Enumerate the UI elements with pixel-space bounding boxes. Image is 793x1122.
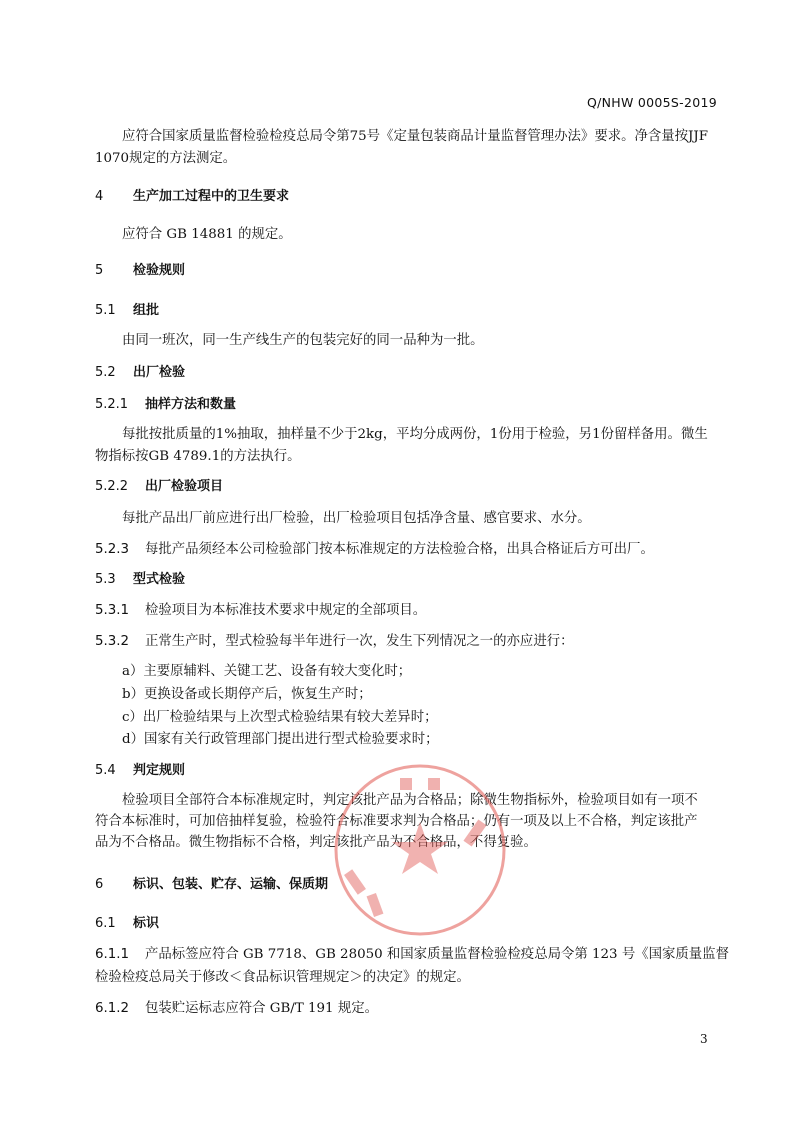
section-5-1-text: 由同一班次，同一生产线生产的包装完好的同一品种为一批。 (122, 333, 484, 348)
section-text: 产品标签应符合 GB 7718、GB 28050 和国家质量监督检验检疫总局令第 123 号《国家质量监督 (145, 947, 729, 962)
section-6-1-2 (95, 1000, 378, 1018)
section-number: 5.2 (95, 365, 116, 380)
section-number: 5.2.1 (95, 397, 129, 412)
standard-code: Q/NHW 0005S-2019 (586, 95, 717, 110)
section-title: 出厂检验项目 (145, 479, 224, 494)
section-5-4-text-line-1: 检验项目全部符合本标准规定时，判定该批产品为合格品；除微生物指标外，检验项目如有一项不 (122, 793, 698, 808)
section-6-1-1 (95, 946, 729, 964)
section-title: 组批 (133, 303, 160, 318)
section-5-4-heading (95, 762, 185, 780)
section-5-2-3 (95, 541, 654, 559)
section-5-4-text-line-2: 符合本标准时，可加倍抽样复验，检验符合标准要求判为合格品；仍有一项及以上不合格，判定该批产 (95, 814, 698, 829)
list-item: b）更换设备或长期停产后，恢复生产时； (122, 687, 372, 702)
section-5-3-1 (95, 602, 426, 620)
section-number: 5.3 (95, 572, 116, 587)
section-5-2-1-heading (95, 396, 236, 414)
section-number: 6.1.2 (95, 1001, 130, 1016)
section-4-text: 应符合 GB 14881 的规定。 (122, 227, 292, 242)
section-title: 标识、包装、贮存、运输、保质期 (133, 877, 329, 892)
section-number: 5.2.3 (95, 542, 130, 557)
section-title: 抽样方法和数量 (145, 397, 237, 412)
section-title: 检验规则 (133, 263, 186, 278)
section-4-heading (95, 188, 289, 206)
section-5-3-heading (95, 571, 185, 589)
section-number: 5.2.2 (95, 479, 129, 494)
section-5-1-heading (95, 302, 159, 320)
section-title: 生产加工过程中的卫生要求 (133, 189, 290, 204)
section-5-2-1-text-line-2: 物指标按GB 4789.1的方法执行。 (95, 449, 301, 464)
section-5-3-2 (95, 633, 574, 651)
section-number: 6.1 (95, 916, 116, 931)
section-title: 出厂检验 (133, 365, 186, 380)
section-5-2-1-text-line-1: 每批按批质量的1%抽取，抽样量不少于2kg，平均分成两份，1份用于检验，另1份留样备用。微生 (122, 427, 708, 442)
section-title: 判定规则 (133, 763, 186, 778)
section-number: 5.3.1 (95, 603, 130, 618)
section-text: 检验项目为本标准技术要求中规定的全部项目。 (145, 603, 427, 618)
list-item: a）主要原辅料、关键工艺、设备有较大变化时； (122, 664, 412, 679)
section-number: 5 (95, 263, 104, 278)
section-6-1-1-text-line-2: 检验检疫总局关于修改＜食品标识管理规定＞的决定》的规定。 (95, 970, 470, 985)
section-text: 每批产品须经本公司检验部门按本标准规定的方法检验合格，出具合格证后方可出厂。 (145, 542, 654, 557)
section-5-heading (95, 262, 185, 280)
section-number: 5.3.2 (95, 634, 130, 649)
section-number: 6.1.1 (95, 947, 130, 962)
intro-paragraph-line-2: 1070规定的方法测定。 (95, 151, 237, 166)
section-number: 5.1 (95, 303, 116, 318)
page-number: 3 (700, 1032, 708, 1046)
intro-paragraph-line-1: 应符合国家质量监督检验检疫总局令第75号《定量包装商品计量监督管理办法》要求。净含量按JJF (122, 129, 709, 144)
section-number: 5.4 (95, 763, 116, 778)
section-6-1-heading (95, 915, 159, 933)
list-item: d）国家有关行政管理部门提出进行型式检验要求时； (122, 732, 439, 747)
section-text: 包装贮运标志应符合 GB/T 191 规定。 (145, 1001, 378, 1016)
section-5-2-2-heading (95, 478, 223, 496)
section-text: 正常生产时，型式检验每半年进行一次，发生下列情况之一的亦应进行： (145, 634, 574, 649)
section-number: 4 (95, 189, 104, 204)
section-5-2-heading (95, 364, 185, 382)
section-number: 6 (95, 877, 104, 892)
list-item: c）出厂检验结果与上次型式检验结果有较大差异时； (122, 710, 438, 725)
section-5-4-text-line-3: 品为不合格品。微生物指标不合格，判定该批产品为不合格品，不得复验。 (95, 835, 537, 850)
section-title: 标识 (133, 916, 160, 931)
section-5-2-2-text: 每批产品出厂前应进行出厂检验，出厂检验项目包括净含量、感官要求、水分。 (122, 511, 591, 526)
section-6-heading (95, 876, 328, 894)
section-title: 型式检验 (133, 572, 186, 587)
